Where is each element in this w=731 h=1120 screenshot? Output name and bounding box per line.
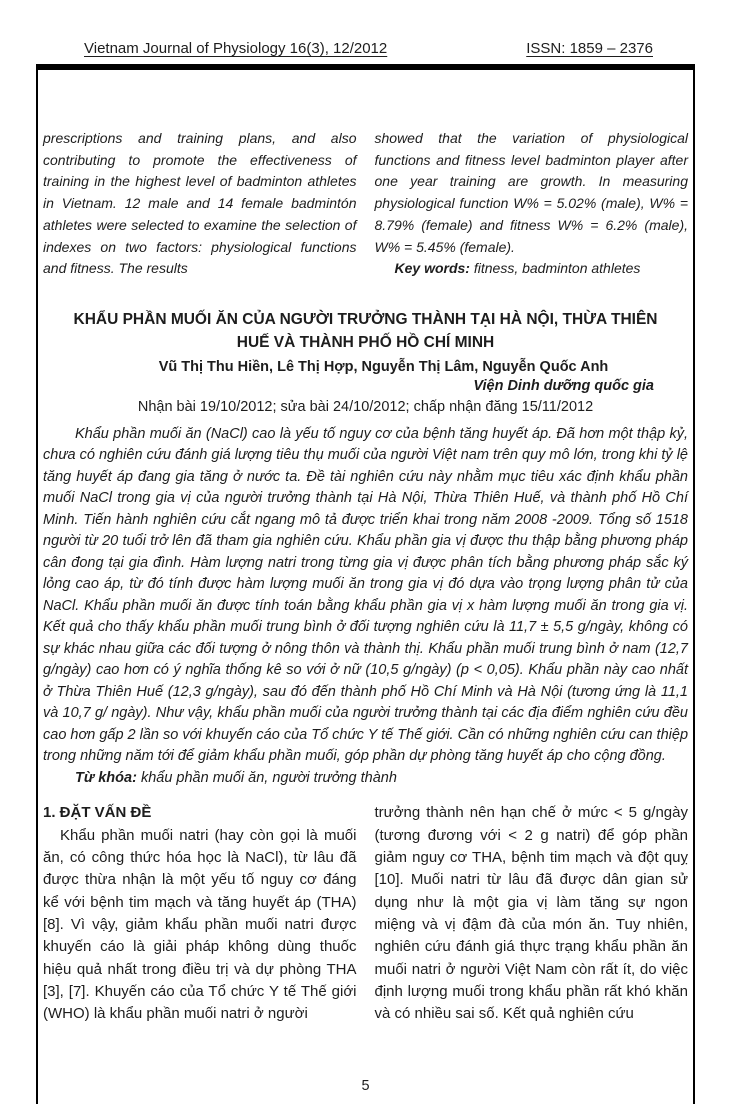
page-number: 5 xyxy=(361,1078,370,1094)
english-keywords-label: Key words: xyxy=(394,260,470,277)
journal-title: Vietnam Journal of Physiology 16(3), 12/2012 xyxy=(84,40,388,57)
journal-issn: ISSN: 1859 – 2376 xyxy=(526,40,653,57)
english-keywords-text: fitness, badminton athletes xyxy=(469,260,641,277)
vietnamese-keywords-label: Từ khóa: xyxy=(75,769,137,786)
english-abstract xyxy=(43,128,688,280)
body-right-paragraph: trưởng thành nên hạn chế ở mức < 5 g/ngày (tương đương với < 2 g natri) để góp phần giảm nguy cơ THA, bệnh tim mạch và đột quỵ [10]. Muối natri từ lâu đã được dân gian sử dụng như là một gia vị làm tăng sự ngon miệng và vị đậm đà của món ăn. Tuy nhiên, nghiên cứu đánh giá thực trạng khẩu phần ăn muối natri ở người Việt Nam còn rất ít, do việc định lượng muối trong khẩu phần rất khó khăn và có nhiều sai số. Kết quả nghiên cứu xyxy=(374,804,688,1023)
vietnamese-keywords-text: khẩu phần muối ăn, người trưởng thành xyxy=(136,769,397,786)
section-1-heading: 1. ĐẶT VẤN ĐỀ xyxy=(43,804,152,822)
body-columns xyxy=(43,802,688,1025)
journal-header xyxy=(36,40,695,60)
vietnamese-abstract: Khẩu phần muối ăn (NaCl) cao là yếu tố nguy cơ của bệnh tăng huyết áp. Đã hơn một thập kỷ, chưa có nghiên cứu đánh giá lượng tiêu thụ muối của người Việt nam trên quy mô lớn, trong khi tỷ lệ tăng huyết áp đang gia tăng ở nước ta. Đề tài nghiên cứu này nhằm mục tiêu xác định khẩu phần muối NaCl trong gia vị của người trưởng thành tại Hà Nội, Thừa Thiên Huế, và thành phố Hồ Chí Minh. Tiến hành nghiên cứu cắt ngang mô tả được triển khai trong năm 2008 -2009. Tổng số 1518 người từ 20 tuổi trở lên đã tham gia nghiên cứu. Khẩu phần gia vị được thu thập bằng phương pháp cân đong tại gia đình. Hàm lượng natri trong từng gia vị được phân tích bằng phương pháp sắc ký lỏng cao áp, từ đó tính được hàm lượng muối ăn trong gia vị đó dựa vào trọng lượng phân tử của NaCl. Khẩu phần muối ăn được tính toán bằng khẩu phần gia vị x hàm lượng muối ăn trong gia vị. Kết quả cho thấy khẩu phần muối trung bình ở đối tượng nghiên cứu là 11,7 ± 5,5 g/ngày, không có sự khác nhau giữa các đối tượng ở nông thôn và thành thị. Khẩu phần muối trung bình ở nam (12,7 g/ngày) cao hơn có ý nghĩa thống kê so với ở nữ (10,5 g/ngày) (p < 0,05). Khẩu phần này cao nhất ở Thừa Thiên Huế (12,3 g/ngày), sau đó đến thành phố Hồ Chí Minh và Hà Nội (tương ứng là 11,1 và 10,7 g/ ngày). Như vậy, khẩu phần muối của người trưởng thành tại các địa điểm nghiên cứu đều cao hơn gấp 2 lần so với khuyến cáo của Tổ chức Y tế Thế giới. Cần có những nghiên cứu can thiệp trong những năm tới để giảm khẩu phần muối, góp phần dự phòng tăng huyết áp cho cộng đồng. xyxy=(43,425,689,765)
english-abstract-right-text: showed that the variation of physiological functions and fitness level badminton player after one year training are growth. In measuring physiological function W% = 5.02% (male), W% = 8.79% (female) and fitness W% = 6.2% (male), W% = 5.45% (female). xyxy=(374,130,688,255)
body-left-column xyxy=(43,802,357,1025)
article-authors: Vũ Thị Thu Hiền, Lê Thị Hợp, Nguyễn Thị Lâm, Nguyễn Quốc Anh xyxy=(158,358,609,375)
body-right-column xyxy=(375,802,689,1025)
english-abstract-right-column xyxy=(375,128,689,280)
english-abstract-left-column: prescriptions and training plans, and also contributing to promote the effectiveness of training in the highest level of badminton athletes in Vietnam. 12 male and 14 female badmintón athletes were selected to examine the selection of indexes on two factors: physiological functions and fitness. The results xyxy=(43,130,357,277)
vietnamese-keywords-line xyxy=(43,768,688,790)
english-keywords-line xyxy=(375,258,689,280)
article-affiliation: Viện Dinh dưỡng quốc gia xyxy=(473,377,654,394)
content-frame xyxy=(36,64,695,1104)
article-dates: Nhận bài 19/10/2012; sửa bài 24/10/2012; chấp nhận đăng 15/11/2012 xyxy=(137,398,594,415)
article-title: KHẨU PHẦN MUỐI ĂN CỦA NGƯỜI TRƯỞNG THÀNH TẠI HÀ NỘI, THỪA THIÊN HUẾ VÀ THÀNH PHỐ HỒ CHÍ MINH xyxy=(73,310,658,351)
body-left-paragraph: Khẩu phần muối natri (hay còn gọi là muối ăn, có công thức hóa học là NaCl), từ lâu đã được thừa nhận là một yếu tố nguy cơ đáng kể với bệnh tim mạch và tăng huyết áp (THA) [8]. Vì vậy, giảm khẩu phần muối natri được khuyến cáo là giải pháp không dùng thuốc hiệu quả nhất trong điều trị và dự phòng THA [3], [7]. Khuyến cáo của Tổ chức Y tế Thế giới (WHO) là khẩu phần muối natri ở người xyxy=(43,826,357,1023)
